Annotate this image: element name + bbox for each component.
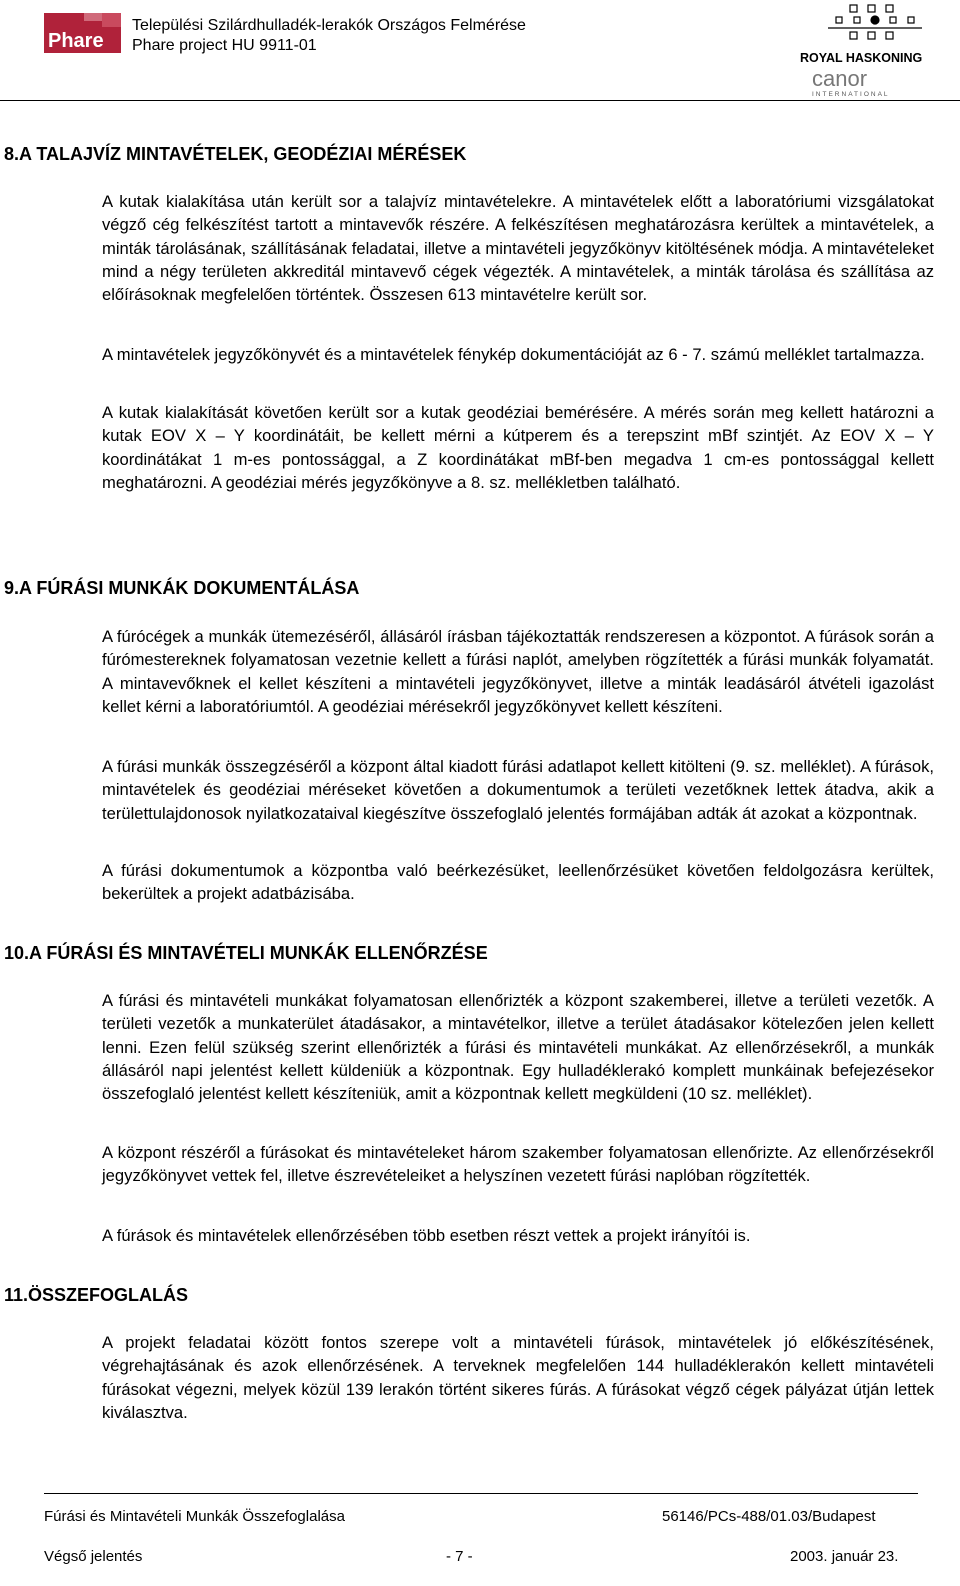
paragraph: A fúrások és mintavételek ellenőrzésében több esetben részt vettek a projekt irányítói is. bbox=[102, 1226, 751, 1245]
paragraph: A fúrócégek a munkák ütemezéséről, állásáról írásban tájékoztatták rendszeresen a központot. A fúrások során a fúrómestereknek folyamatosan vezetnie kellett a fúrási naplót, amelyben rögzítették a fúrási munkák folyamatát. A mintavevőknek el kellet készíteni a mintavételi jegyzőkönyvet, illetve a minták leadásáról átvételi igazolást kellet kérni a laboratóriumtól. A geodéziai mérésekről jegyzőkönyvet kellett készíteni. bbox=[102, 627, 934, 716]
footer-date: 2003. január 23. bbox=[790, 1548, 899, 1565]
paragraph: A kutak kialakítását követően került sor a kutak geodéziai bemérésére. A mérés során meg kellett határozni a kutak EOV X – Y koordinátáit, be kellett mérni a kútperem és a terepszint mBf szintjét. Az EOV X – Y koordinátákat 1 m-es pontossággal, a Z koordinátákat mBf-ben megadva 1 cm-es pontossággal kellett meghatározni. A geodéziai mérés jegyzőkönyve a 8. sz. mellékletben található. bbox=[102, 403, 934, 492]
page-header bbox=[0, 0, 960, 100]
section-heading: 8.A TALAJVÍZ MINTAVÉTELEK, GEODÉZIAI MÉRÉSEK bbox=[4, 144, 467, 164]
paragraph: A központ részéről a fúrásokat és mintavételeket három szakember folyamatosan ellenőrizte. Az ellenőrzésekről jegyzőkönyvet vettek fel, illetve észrevételeiket a helyszínen vezetett fúrási naplóban rögzítették. bbox=[102, 1143, 934, 1186]
paragraph: A mintavételek jegyzőkönyvét és a mintavételek fénykép dokumentációját az 6 - 7. számú melléklet tartalmazza. bbox=[102, 345, 925, 364]
section-heading: 9.A FÚRÁSI MUNKÁK DOKUMENTÁLÁSA bbox=[4, 578, 360, 598]
paragraph: A fúrási dokumentumok a központba való beérkezésüket, leellenőrzésüket követően feldolgozásra kerültek, bekerültek a projekt adatbázisába. bbox=[102, 861, 934, 904]
page-number: - 7 - bbox=[446, 1548, 473, 1565]
header-title: Települési Szilárdhulladék-lerakók Országos Felmérése bbox=[132, 17, 526, 34]
royal-haskoning-text: ROYAL HASKONING bbox=[800, 51, 923, 65]
phare-logo-text: Phare bbox=[48, 30, 104, 52]
paragraph: A projekt feladatai között fontos szerepe volt a mintavételi fúrások, mintavételek jó előkészítésének, végrehajtásának és azok ellenőrzésének. A terveknek megfelelően 144 hulladéklerakón kellett mintavételi fúrásokat végezni, melyek közül 139 lerakón történt sikeres fúrás. A fúrásokat végző cégek pályázat útján lettek kiválasztva. bbox=[102, 1333, 934, 1422]
footer-report-type: Végső jelentés bbox=[44, 1548, 143, 1565]
royal-haskoning-emblem-icon bbox=[828, 5, 922, 39]
royal-haskoning-logo bbox=[800, 2, 950, 98]
canor-logo-text: canor bbox=[812, 66, 868, 91]
header-divider bbox=[0, 100, 960, 101]
paragraph: A fúrási munkák összegzéséről a központ által kiadott fúrási adatlapot kellett kitölteni (9. sz. melléklet). A fúrások, mintavételek és geodéziai méréseket követően a dokumentumok a területi vezetőknek lettek átadva, akik a területtulajdonosok nyilatkozataival kiegészítve összefoglaló jelentés formájában adták át azokat a központnak. bbox=[102, 757, 934, 823]
footer-doc-title: Fúrási és Mintavételi Munkák Összefoglalása bbox=[44, 1508, 345, 1525]
paragraph: A fúrási és mintavételi munkákat folyamatosan ellenőrizték a központ szakemberei, illetve a területi vezetők. A területi vezetők a munkaterület átadásakor, a mintavételkor, illetve a terület átadásakor kötelezően jelen kellett lenni. Ezen felül szükség szerint ellenőrizték a fúrási és mintavételi munkákat. Az ellenőrzésekről, a munkák állásáról napi jelentést kellett küldeniük a központnak. Egy hulladéklerakó komplett munkáinak befejezésekor összefoglaló jelentést kellett készíteniük, amit a központnak kellett megküldeni (10 sz. melléklet). bbox=[102, 991, 934, 1104]
section-heading: 11.ÖSSZEFOGLALÁS bbox=[4, 1285, 189, 1305]
phare-logo bbox=[44, 13, 121, 53]
footer-divider bbox=[44, 1493, 918, 1494]
canor-logo-sub: INTERNATIONAL bbox=[812, 91, 890, 98]
section-heading: 10.A FÚRÁSI ÉS MINTAVÉTELI MUNKÁK ELLENŐRZÉSE bbox=[4, 943, 488, 963]
header-subtitle: Phare project HU 9911-01 bbox=[132, 37, 317, 54]
footer-doc-code: 56146/PCs-488/01.03/Budapest bbox=[662, 1508, 876, 1525]
paragraph: A kutak kialakítása után került sor a talajvíz mintavételekre. A mintavételek előtt a laboratóriumi vizsgálatokat végző cég felkészítést tartott a mintavevők részére. A felkészítésen meghatározásra kerültek a mintavételek, a minták tárolásának, szállításának feladatai, illetve a mintavételi jegyzőkönyv kitöltésének módja. A mintavételeket mind a négy területen akkreditál mintavevő cégek végezték. A mintavételek, a minták tárolása és szállítása az előírásoknak megfelelően történtek. Összesen 613 mintavételre került sor. bbox=[102, 192, 934, 305]
